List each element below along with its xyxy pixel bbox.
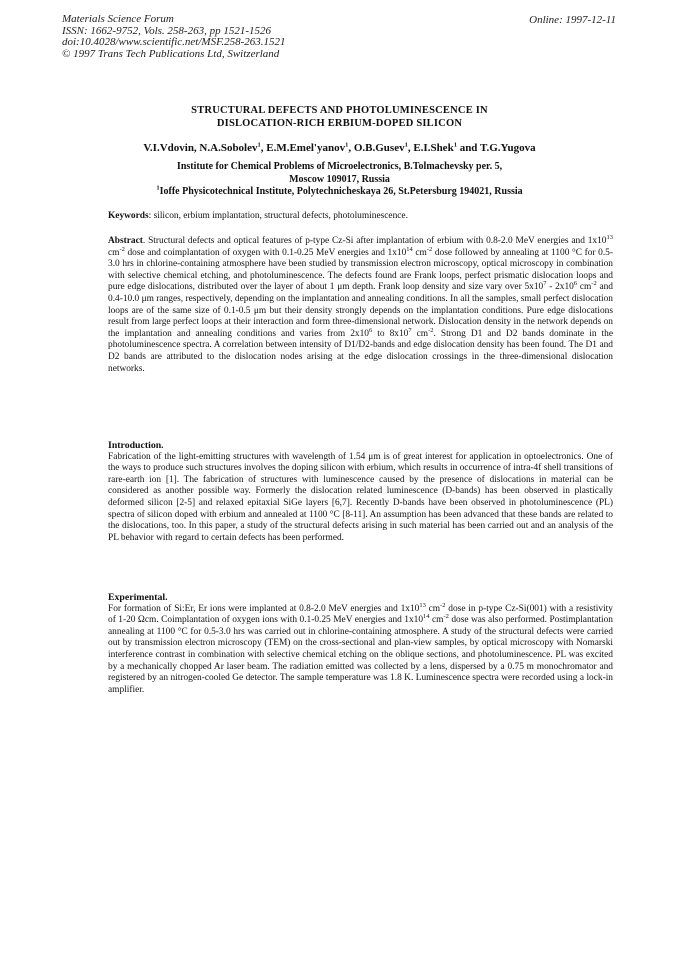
superscript: -2	[591, 280, 597, 288]
affil-mark: 1	[404, 141, 408, 149]
experimental-run: cm	[429, 615, 444, 626]
title-line-2: DISLOCATION-RICH ERBIUM-DOPED SILICON	[216, 118, 463, 129]
journal-header	[62, 14, 286, 60]
abstract-text: to 8x10	[372, 328, 409, 339]
keywords	[108, 211, 613, 223]
superscript: 6	[573, 280, 578, 288]
experimental-run: dose was also performed. Postimplantation annealing at 1100 °C for 0.5-3.0 hrs was carried out in chlorine-containing atmosphere. A study of the structural defects were carried out by transmission electron microscopy (TEM) on the cross-sectional and plan-view samples, by optical microscopy with Nomarski interference contrast in combination with selective chemical etching on the oblique sections, and photoluminescence. PL was excited by a mechanically chopped Ar laser beam. The radiation emitted was collected by a lens, dispersed by a 0.75 m monochromator and registered by an nitrogen-cooled Ge detector. The sample temperature was 1.8 K. Luminescence spectra were recorded using a lock-in amplifier.	[108, 615, 613, 695]
keywords-label: Keywords	[108, 211, 149, 221]
affiliation-line-3	[62, 186, 617, 199]
affiliation-line-2: Moscow 109017, Russia	[289, 173, 390, 185]
abstract-text: . Structural defects and optical features of p-type Cz-Si after implantation of erbium with 0.8-2.0 MeV energies and 1x10	[142, 236, 607, 246]
keywords-text: : silicon, erbium implantation, structural defects, photoluminescence.	[148, 211, 408, 221]
copyright-line: © 1997 Trans Tech Publications Ltd, Switzerland	[62, 47, 280, 60]
author-text: V.I.Vdovin, N.A.Sobolev	[143, 142, 258, 154]
affiliation-text: Ioffe Physicotechnical Institute, Polytechnicheskaya 26, St.Petersburg 194021, Russia	[159, 186, 523, 198]
paper-title	[62, 104, 617, 130]
abstract-text: . Strong D1 and D2 bands dominate in the photoluminescence spectra. A correlation between intensity of D1/D2-bands and edge dislocation density has been found. The D1 and D2 bands are attributed to the dislocation nodes arising at the edge dislocation crossings in the three-dimensional dislocation networks.	[108, 328, 613, 374]
superscript: 6	[368, 326, 373, 334]
affil-mark: 1	[257, 141, 261, 149]
online-date: Online: 1997-12-11	[529, 14, 616, 26]
superscript: -2	[426, 245, 433, 253]
superscript: 14	[406, 245, 413, 253]
affil-mark: 1	[345, 141, 349, 149]
experimental-run: dose in p-type Cz-Si(001) with a resistivity of 1-20 Ωcm. Coimplantation of oxygen ions with 0.1-0.25 MeV energies and 1x10	[108, 603, 613, 626]
abstract-text: cm	[577, 282, 592, 293]
author-list	[62, 142, 617, 154]
author-text: , E.I.Shek	[407, 142, 454, 154]
abstract-text: cm	[412, 247, 427, 258]
experimental-run: cm	[425, 603, 441, 614]
abstract-text: dose followed by annealing at 1100 °C for 0.5-3.0 hrs in chlorine-containing atmosphere have been studied by transmission electron microscopy, optical microscopy in combination with selective chemical etching, and photoluminescence. The defects found are Frank loops, perfect prismatic dislocation loops and pure edge dislocations, distributed over the layer of about 1 μm depth. Frank loop density and size vary over 5x10	[108, 247, 613, 293]
introduction-heading: Introduction.	[108, 440, 164, 451]
experimental-run: For formation of Si:Er, Er ions were implanted at 0.8-2.0 MeV energies and 1x10	[108, 603, 420, 614]
affiliation-line-1: Institute for Chemical Problems of Microelectronics, B.Tolmachevsky per. 5,	[176, 161, 503, 172]
abstract-text: cm	[108, 247, 120, 258]
experimental-section	[108, 592, 613, 696]
title-line-1: STRUCTURAL DEFECTS AND PHOTOLUMINESCENCE IN	[191, 105, 488, 116]
superscript: 7	[543, 280, 547, 288]
superscript: -2	[428, 326, 434, 334]
abstract-label: Abstract	[108, 236, 143, 246]
doi-line: doi:10.4028/www.scientific.net/MSF.258-263.1521	[62, 36, 286, 49]
superscript: -2	[443, 613, 449, 621]
introduction-text: Fabrication of the light-emitting structures with wavelength of 1.54 μm is of great interest for application in optoelectronics. One of the ways to produce such structures involves the doping silicon with erbium, which results in occurrence of intra-4f shell transitions of rare-earth ion [1]. The fabrication of structures with luminescence caused by the presence of dislocations in material can be considered as another possible way. Formerly the dislocation related luminescence (D-bands) has been observed in plastically deformed silicon [2-5] and relaxed epitaxial SiGe layers [6,7]. Recently D-bands have been observed in photoluminescence (PL) spectra of silicon doped with erbium and annealed at 1100 °C [8-11]. An assumption has been advanced that these bands are related to the dislocations, too. In this paper, a study of the structural defects arising in such material has been carried out and an analysis of the PL behavior with regard to certain defects has been performed.	[108, 451, 613, 543]
affiliations	[62, 161, 617, 199]
abstract-text: - 2x10	[546, 282, 574, 293]
author-text: , E.M.Emel'yanov	[260, 142, 346, 154]
author-text: and T.G.Yugova	[456, 142, 536, 154]
journal-name: Materials Science Forum	[62, 13, 174, 25]
experimental-text	[108, 601, 613, 697]
abstract	[108, 233, 613, 375]
affil-mark: 1	[156, 184, 160, 192]
author-text: , O.B.Gusev	[348, 142, 405, 154]
superscript: -2	[119, 245, 125, 253]
abstract-text: cm	[411, 328, 429, 339]
experimental-heading: Experimental.	[108, 592, 168, 603]
introduction-section	[108, 440, 613, 544]
abstract-text: and 0.4-10.0 μm ranges, respectively, depending on the implantation and annealing conditions. In all the samples, small perfect dislocation loops are of the same size of 0.1-0.5 μm but their density strongly depends on the implantation conditions. Pure edge dislocations result from large perfect loops at their interaction and form three-dimensional network. Dislocation density in the network depends on the implantation and annealing conditions and varies from 2x10	[108, 282, 613, 339]
affil-mark: 1	[453, 141, 457, 149]
superscript: 7	[408, 326, 412, 334]
superscript: -2	[440, 601, 446, 609]
superscript: 14	[423, 613, 430, 621]
issn-line: ISSN: 1662-9752, Vols. 258-263, pp 1521-1526	[62, 24, 271, 37]
abstract-text: dose and coimplantation of oxygen with 0.1-0.25 MeV energies and 1x10	[124, 247, 407, 258]
superscript: 13	[419, 601, 426, 609]
superscript: 13	[606, 233, 613, 241]
